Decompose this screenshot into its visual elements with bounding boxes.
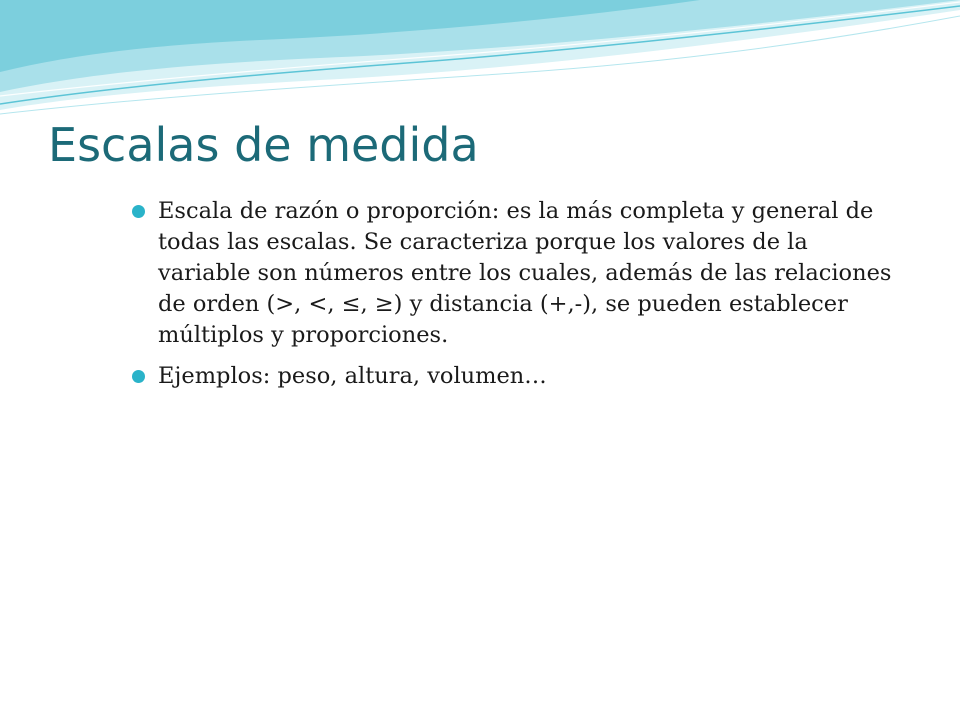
header-wave-decoration [0,0,960,130]
bullet-marker-icon [132,205,145,218]
bullet-text: Ejemplos: peso, altura, volumen… [158,363,547,389]
bullet-item [132,361,902,392]
bullet-list [132,196,902,402]
bullet-marker-icon [132,370,145,383]
bullet-item [132,196,902,351]
slide-title: Escalas de medida [48,118,479,172]
bullet-text: Escala de razón o proporción: es la más completa y general de todas las escalas. Se caracteriza porque los valores de la variable son números entre los cuales, además de las relaciones de orden (>, <, ≤, ≥) y distancia (+,-), se pueden establecer múltiplos y proporciones. [158,198,892,348]
